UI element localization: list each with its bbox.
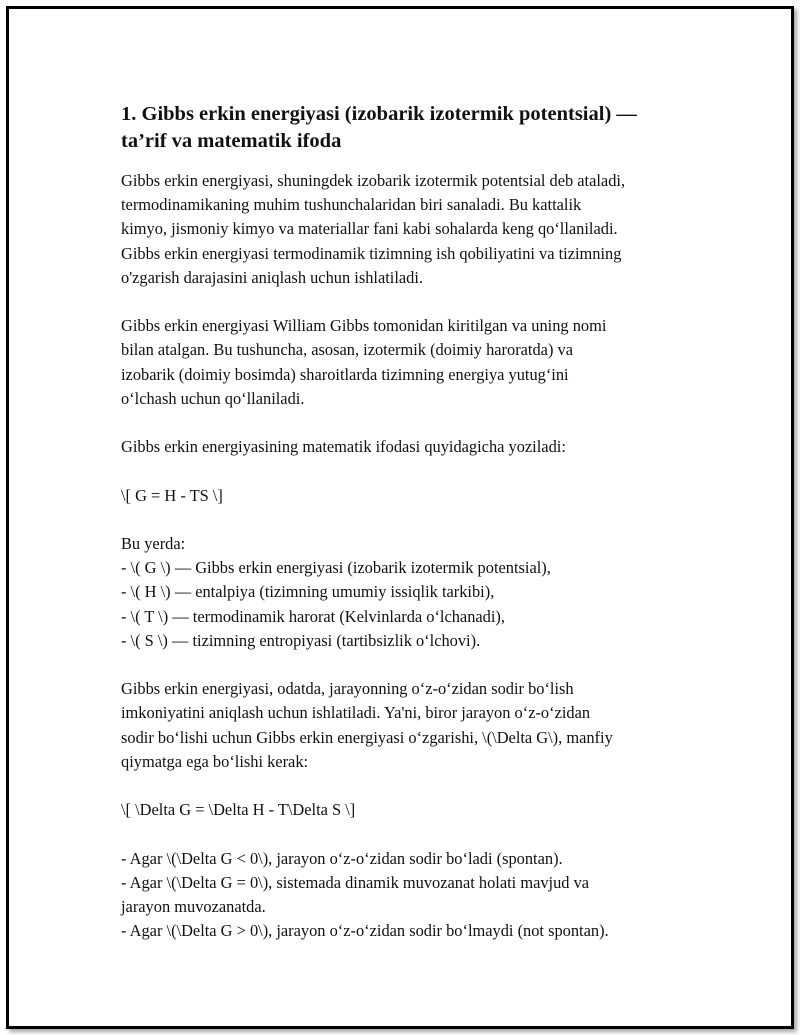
text-line: o'zgarish darajasini aniqlash uchun ishlatiladi.: [121, 267, 424, 287]
conditions-list: [121, 847, 701, 944]
formula-gibbs: [121, 484, 701, 508]
text-line: o‘lchash uchun qo‘llaniladi.: [121, 388, 305, 408]
text-line: Bu yerda:: [121, 533, 186, 553]
list-item: - Agar \(\Delta G = 0\), sistemada dinamik muvozanat holati mavjud va: [121, 872, 590, 892]
paragraph-history: [121, 314, 701, 411]
definitions-list: [121, 532, 701, 653]
list-item: - \( S \) — tizimning entropiyasi (tartibsizlik o‘lchovi).: [121, 630, 481, 650]
section-heading: [121, 101, 701, 155]
text-line: Gibbs erkin energiyasi termodinamik tizimning ish qobiliyatini va tizimning: [121, 243, 622, 263]
list-item: - Agar \(\Delta G < 0\), jarayon o‘z-o‘zidan sodir bo‘ladi (spontan).: [121, 848, 563, 868]
paragraph-gap: [121, 508, 701, 532]
text-line: Gibbs erkin energiyasi, odatda, jarayonning o‘z-o‘zidan sodir bo‘lish: [121, 679, 574, 699]
heading-line: ta’rif va matematik ifoda: [121, 130, 342, 152]
text-line: imkoniyatini aniqlash uchun ishlatiladi. Ya'ni, biror jarayon o‘z-o‘zidan: [121, 703, 591, 723]
paragraph-gap: [121, 290, 701, 314]
text-line: sodir bo‘lishi uchun Gibbs erkin energiyasi o‘zgarishi, \(\Delta G\), manfiy: [121, 727, 613, 747]
text-line: izobarik (doimiy bosimda) sharoitlarda tizimning energiya yutug‘ini: [121, 364, 569, 384]
formula-delta-g: [121, 798, 701, 822]
list-item: - Agar \(\Delta G > 0\), jarayon o‘z-o‘zidan sodir bo‘lmaydi (not spontan).: [121, 921, 609, 941]
formula-line: \[ \Delta G = \Delta H - T\Delta S \]: [121, 800, 356, 820]
paragraph-gap: [121, 774, 701, 798]
paragraph-gap: [121, 459, 701, 483]
text-line: bilan atalgan. Bu tushuncha, asosan, izotermik (doimiy haroratda) va: [121, 340, 573, 360]
text-line: Gibbs erkin energiyasi William Gibbs tomonidan kiritilgan va uning nomi: [121, 316, 607, 336]
text-line: Gibbs erkin energiyasi, shuningdek izobarik izotermik potentsial deb ataladi,: [121, 171, 626, 190]
paragraph-spontaneity: [121, 677, 701, 774]
text-line: kimyo, jismoniy kimyo va materiallar fani kabi sohalarda keng qo‘llaniladi.: [121, 219, 618, 239]
document-body: [121, 101, 701, 943]
list-item: jarayon muvozanatda.: [121, 896, 266, 916]
paragraph-formula-intro: [121, 435, 701, 459]
list-item: - \( G \) — Gibbs erkin energiyasi (izobarik izotermik potentsial),: [121, 558, 551, 578]
list-item: - \( H \) — entalpiya (tizimning umumiy issiqlik tarkibi),: [121, 582, 495, 602]
page-frame: [6, 6, 794, 1029]
text-line: qiymatga ega bo‘lishi kerak:: [121, 751, 309, 771]
paragraph-gap: [121, 822, 701, 846]
paragraph-intro: [121, 169, 701, 290]
paragraph-gap: [121, 411, 701, 435]
list-item: - \( T \) — termodinamik harorat (Kelvinlarda o‘lchanadi),: [121, 606, 505, 626]
text-line: Gibbs erkin energiyasining matematik ifodasi quyidagicha yoziladi:: [121, 437, 566, 457]
formula-line: \[ G = H - TS \]: [121, 485, 223, 505]
heading-line: 1. Gibbs erkin energiyasi (izobarik izotermik potentsial) —: [121, 103, 637, 125]
text-line: termodinamikaning muhim tushunchalaridan biri sanaladi. Bu kattalik: [121, 195, 582, 215]
paragraph-gap: [121, 653, 701, 677]
